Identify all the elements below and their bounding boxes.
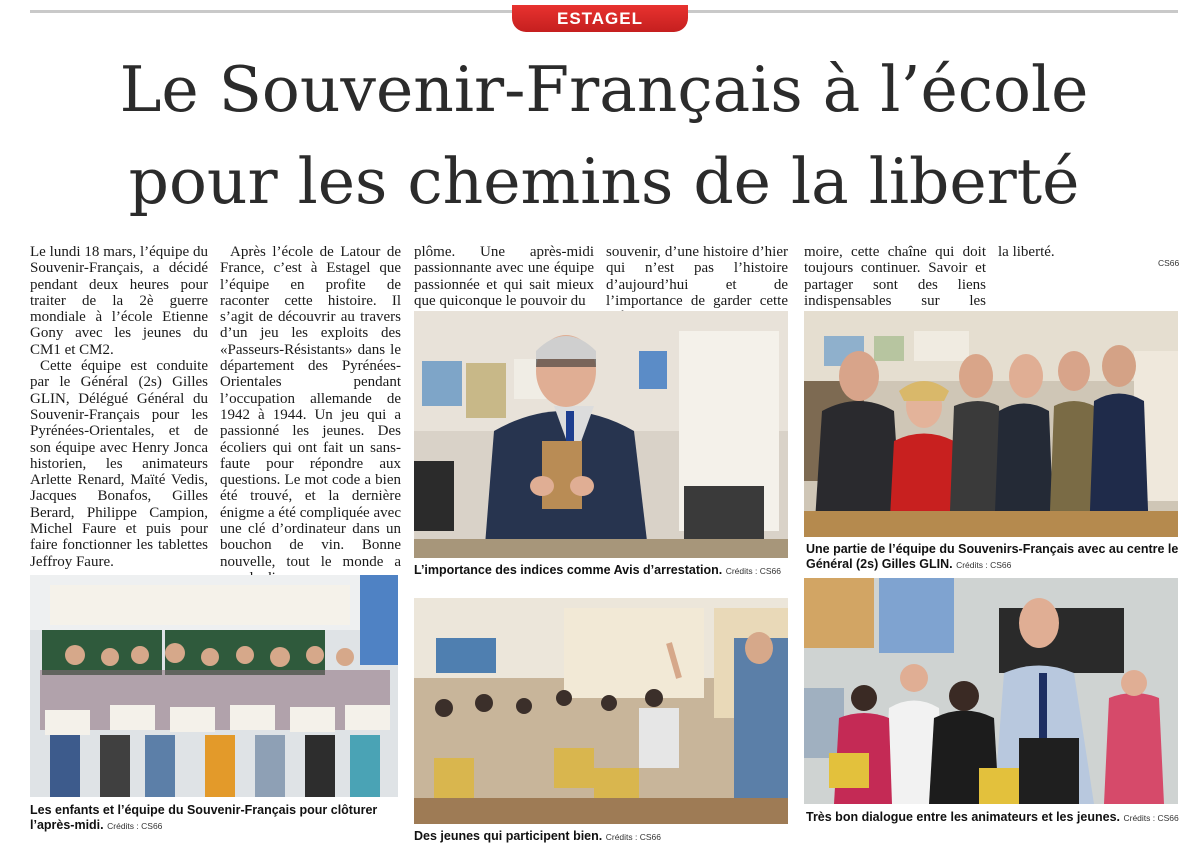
caption-text: Une partie de l’équipe du Souvenirs-Français avec au centre le Général (2s) Gilles GLIN. (806, 542, 1179, 571)
photo-dialogue (804, 578, 1178, 804)
photo-students-participating (414, 598, 788, 824)
caption-photo-3 (30, 803, 400, 834)
headline-line-2: pour les chemins de la liberté (128, 145, 1080, 218)
paragraph-end: la liberté. (998, 244, 1055, 260)
top-credit: CS66 (1158, 258, 1180, 268)
photo-man-with-document (414, 311, 788, 558)
caption-photo-1 (414, 563, 788, 579)
headline (30, 44, 1178, 228)
photo-credit: Crédits : CS66 (725, 566, 781, 576)
caption-text: Très bon dialogue entre les animateurs et les jeunes. (806, 810, 1120, 824)
photo-credit: Crédits : CS66 (605, 832, 661, 842)
photo-credit: Crédits : CS66 (107, 821, 163, 831)
article-column-1 (30, 244, 208, 570)
caption-photo-5 (806, 810, 1180, 826)
paragraph-intro: Le lundi 18 mars, l’équipe du Souvenir-Français, a décidé pendant deux heures pour traiter de la 2è guerre mondiale à l’école Etienne Gony avec les jeunes du CM1 et CM2. (30, 244, 208, 358)
photo-credit: Crédits : CS66 (956, 560, 1012, 570)
caption-text: Des jeunes qui participent bien. (414, 829, 603, 843)
paragraph-continued-2: souvenir, d’une histoire d’hier qui n’est pas l’histoire d’aujourd’hui et de l’importance de garder cette (606, 244, 788, 309)
caption-photo-4 (414, 829, 788, 845)
photo-credit: Crédits : CS66 (1123, 813, 1179, 823)
article-column-6 (998, 244, 1118, 260)
article-column-2 (220, 244, 401, 586)
caption-text: Les enfants et l’équipe du Souvenir-Français pour clôturer l’après-midi. (30, 803, 378, 832)
paragraph-team: Cette équipe est conduite par le Général (2s) Gilles GLIN, Délégué Général du Souvenir-Français pour les Pyrénées-Orientales, et de son équipe avec Henry Jonca historien, les animateurs Arlette Renard, Maïté Vedis, Jacques Bonafos, Gilles Berard, Philippe Campion, Michel Faure et puis pour faire fonctionner les tablettes Jeffroy Faure. (30, 358, 208, 570)
photo-team-group (804, 311, 1178, 537)
headline-line-1: Le Souvenir-Français à l’école (119, 53, 1089, 126)
caption-photo-2 (806, 542, 1180, 573)
paragraph-game: Après l’école de Latour de France, c’est à Estagel que l’équipe en profite de raconter cette histoire. Il s’agit de découvrir au travers d’un jeu les exploits des «Passeurs-Résistants» dans le département des Pyrénées-Orientales pendant l’occupation allemande de 1942 à 1944. Un jeu qui a passionné les jeunes. Des écoliers qui ont fait un sans-faute pour répondre aux questions. Le mot code a bien été trouvé, et la dernière énigme a été compliquée avec une clé d’ordinateur dans un bouchon de vin. Bonne nouvelle, tout le monde a (220, 244, 401, 570)
photo-class-with-diplomas (30, 575, 398, 797)
section-tag: ESTAGEL (512, 5, 688, 32)
caption-text: L’importance des indices comme Avis d’arrestation. (414, 563, 723, 577)
paragraph-continued-3: moire, cette chaîne qui doit toujours continuer. Savoir et partager sont des liens indispensables sur les (804, 244, 986, 309)
paragraph-continued-1: plôme. Une après-midi passionnante avec une équipe passionnée et qui sait mieux que quiconque le pouvoir du (414, 244, 594, 309)
article-column-3 (414, 244, 594, 309)
